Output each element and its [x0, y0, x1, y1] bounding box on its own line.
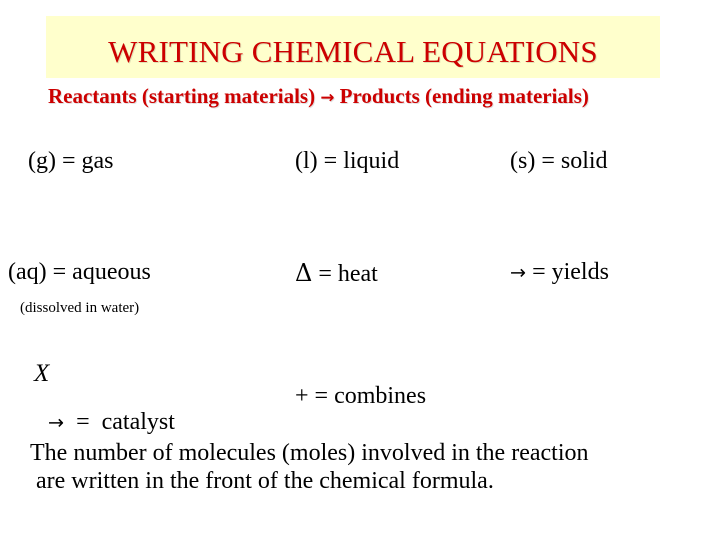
- subtitle: [48, 84, 589, 109]
- def-combines: + = combines: [295, 383, 427, 409]
- def-yields: [510, 259, 609, 286]
- yields-arrow-icon: →: [510, 261, 527, 284]
- def-yields-label: = yields: [526, 259, 609, 285]
- def-heat: [295, 259, 378, 288]
- def-liquid: (l) = liquid: [295, 148, 400, 174]
- def-gas: (g) = gas: [28, 148, 114, 174]
- def-aqueous-note: (dissolved in water): [20, 300, 140, 316]
- def-aqueous: (aq) = aqueous: [8, 259, 151, 285]
- def-solid: (s) = solid: [510, 148, 608, 174]
- def-catalyst: [36, 382, 175, 436]
- catalyst-arrow-icon: →: [48, 411, 65, 434]
- page-title: WRITING CHEMICAL EQUATIONS: [108, 34, 598, 69]
- delta-icon: Δ: [295, 259, 313, 287]
- note-line-2: are written in the front of the chemical formula.: [30, 468, 494, 494]
- def-catalyst-label: = catalyst: [64, 409, 175, 435]
- title-banner: [46, 16, 660, 78]
- catalyst-x-letter: X: [34, 360, 50, 387]
- subtitle-arrow-icon: →: [320, 87, 335, 107]
- subtitle-products: Products (ending materials): [339, 84, 589, 108]
- subtitle-reactants: Reactants (starting materials): [48, 84, 316, 108]
- note-line-1: The number of molecules (moles) involved in the reaction: [30, 440, 589, 466]
- def-heat-label: = heat: [312, 261, 378, 287]
